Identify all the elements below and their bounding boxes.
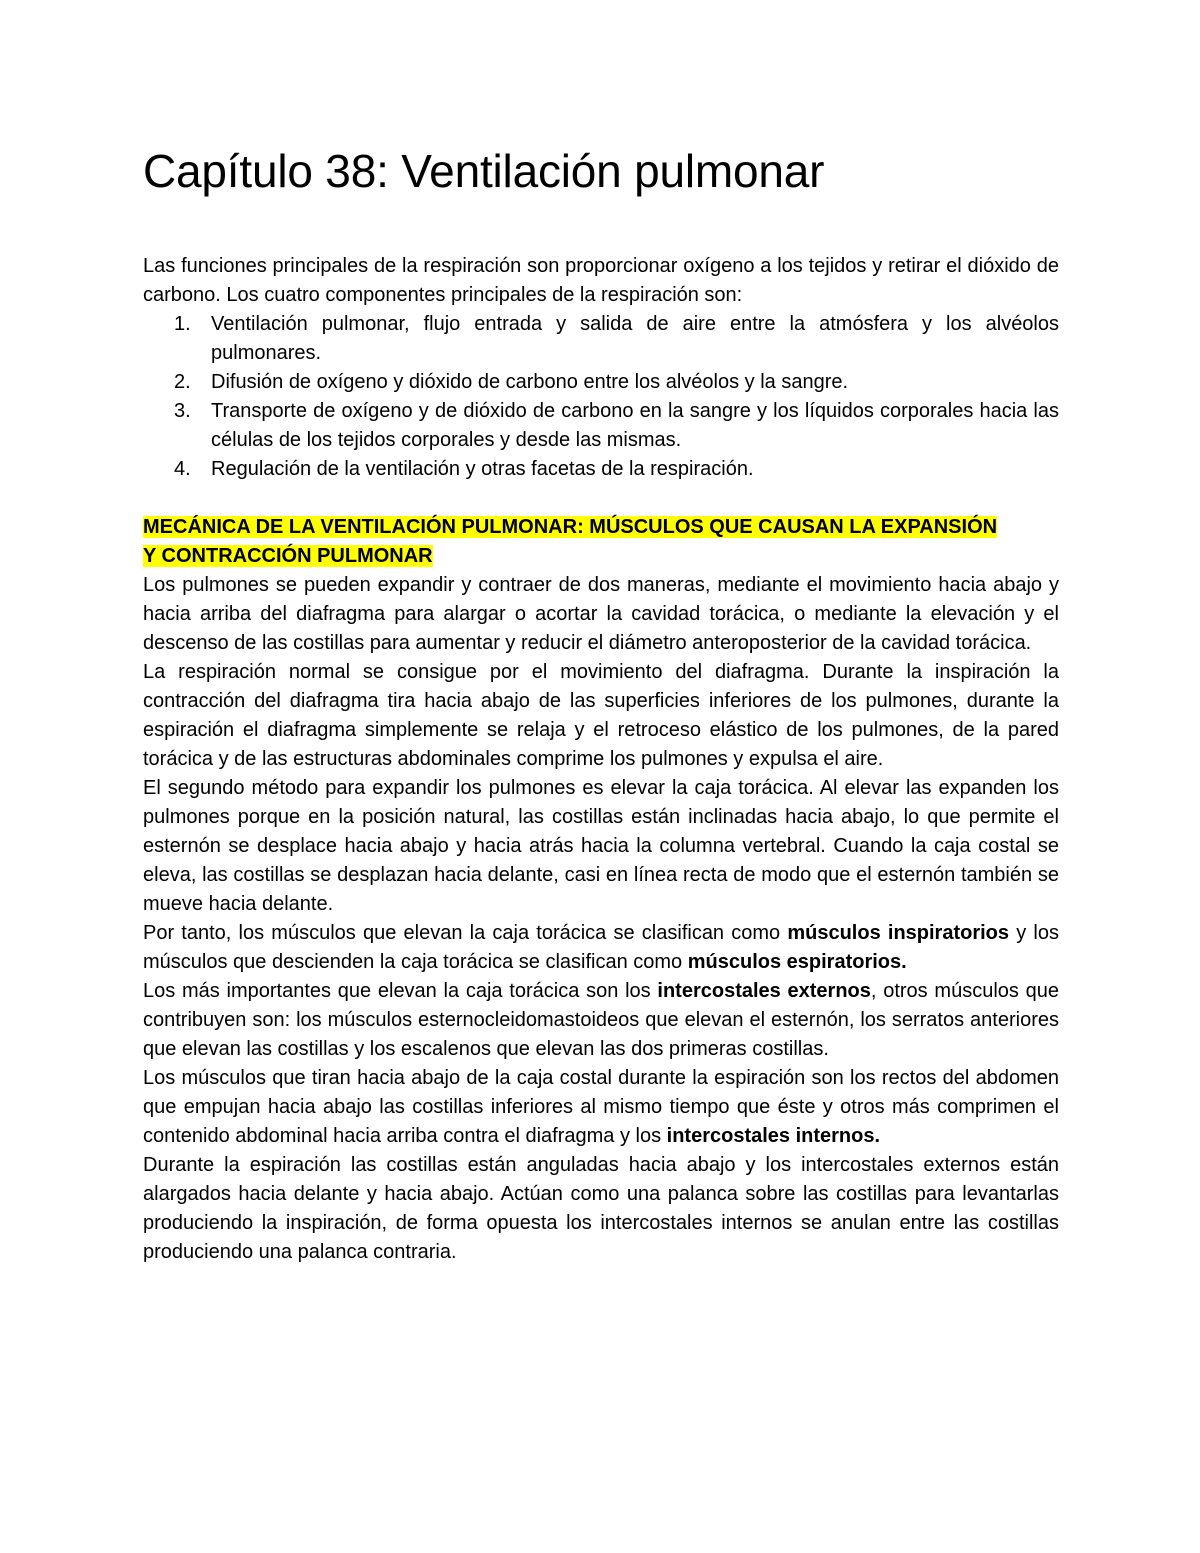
intro-paragraph: Las funciones principales de la respiración son proporcionar oxígeno a los tejidos y retirar el dióxido de carbono. Los cuatro componentes principales de la respiración son: — [143, 255, 1059, 306]
paragraph-internal-intercostals — [143, 1064, 1059, 1151]
section-heading — [143, 513, 1059, 571]
paragraph-lever-action: Durante la espiración las costillas están anguladas hacia abajo y los intercostales externos están alargados hacia delante y hacia abajo. Actúan como una palanca sobre las costillas para levantarlas produciendo la inspiración, de forma opuesta los intercostales internos se anulan entre las costillas produciendo una palanca contraria. — [143, 1154, 1059, 1263]
section-heading-line2: Y CONTRACCIÓN PULMONAR — [143, 545, 433, 567]
list-item-number: 3. — [174, 400, 191, 422]
list-item — [143, 310, 1059, 368]
list-item-number: 1. — [174, 313, 191, 335]
term-external-intercostals: intercostales externos — [657, 980, 871, 1002]
text-run: Los más importantes que elevan la caja torácica son los — [143, 980, 658, 1002]
paragraph-rib-cage: El segundo método para expandir los pulmones es elevar la caja torácica. Al elevar las expanden los pulmones porque en la posición natural, las costillas están inclinadas hacia abajo, lo que permite el esternón se desplace hacia abajo y hacia atrás hacia la columna vertebral. Cuando la caja costal se eleva, las costillas se desplazan hacia delante, casi en línea recta de modo que el esternón también se mueve hacia delante. — [143, 777, 1059, 915]
document-page — [143, 140, 1059, 1267]
list-item-number: 4. — [174, 458, 191, 480]
term-inspiratory-muscles: músculos inspiratorios — [787, 922, 1010, 944]
section-heading-line1: MECÁNICA DE LA VENTILACIÓN PULMONAR: MÚSCULOS QUE CAUSAN LA EXPANSIÓN — [143, 516, 998, 538]
list-item-text: Ventilación pulmonar, flujo entrada y salida de aire entre la atmósfera y los alvéolos pulmonares. — [211, 313, 1059, 364]
text-run: Los músculos que tiran hacia abajo de la caja costal durante la espiración son los rectos del abdomen que empujan hacia abajo las costillas inferiores al mismo tiempo que éste y otros más comprimen el contenido abdominal hacia arriba contra el diafragma y los — [143, 1067, 1059, 1147]
text-run: . — [874, 1125, 881, 1147]
paragraph-muscle-classification — [143, 919, 1059, 977]
list-item-number: 2. — [174, 371, 191, 393]
paragraph-external-intercostals — [143, 977, 1059, 1064]
text-run: y los músculos que descienden la caja torácica se clasifican como — [143, 922, 1059, 973]
text-run: , otros músculos que contribuyen son: los músculos esternocleidomastoideos que elevan el esternón, los serratos anteriores que elevan las costillas y los escalenos que elevan las dos primeras costillas. — [143, 980, 1060, 1060]
page-title: Capítulo 38: Ventilación pulmonar — [143, 145, 825, 197]
list-item — [143, 368, 1059, 397]
list-item-text: Transporte de oxígeno y de dióxido de carbono en la sangre y los líquidos corporales hacia las células de los tejidos corporales y desde las mismas. — [211, 400, 1059, 451]
text-run: Por tanto, los músculos que elevan la caja torácica se clasifican como — [143, 922, 788, 944]
paragraph-lung-expansion: Los pulmones se pueden expandir y contraer de dos maneras, mediante el movimiento hacia abajo y hacia arriba del diafragma para alargar o acortar la cavidad torácica, o mediante la elevación y el descenso de las costillas para aumentar y reducir el diámetro anteroposterior de la cavidad torácica. — [143, 574, 1059, 654]
components-list — [143, 310, 1059, 484]
list-item-text: Regulación de la ventilación y otras facetas de la respiración. — [211, 458, 754, 480]
term-expiratory-muscles: músculos espiratorios. — [687, 951, 907, 973]
intro-block — [143, 252, 1059, 484]
term-internal-intercostals: intercostales internos — [666, 1125, 875, 1147]
list-item — [143, 455, 1059, 484]
list-item — [143, 397, 1059, 455]
paragraph-diaphragm: La respiración normal se consigue por el movimiento del diafragma. Durante la inspiración la contracción del diafragma tira hacia abajo de las superficies inferiores de los pulmones, durante la espiración el diafragma simplemente se relaja y el retroceso elástico de los pulmones, de la pared torácica y de las estructuras abdominales comprime los pulmones y expulsa el aire. — [143, 661, 1059, 770]
section-body — [143, 571, 1059, 1267]
list-item-text: Difusión de oxígeno y dióxido de carbono entre los alvéolos y la sangre. — [211, 371, 849, 393]
